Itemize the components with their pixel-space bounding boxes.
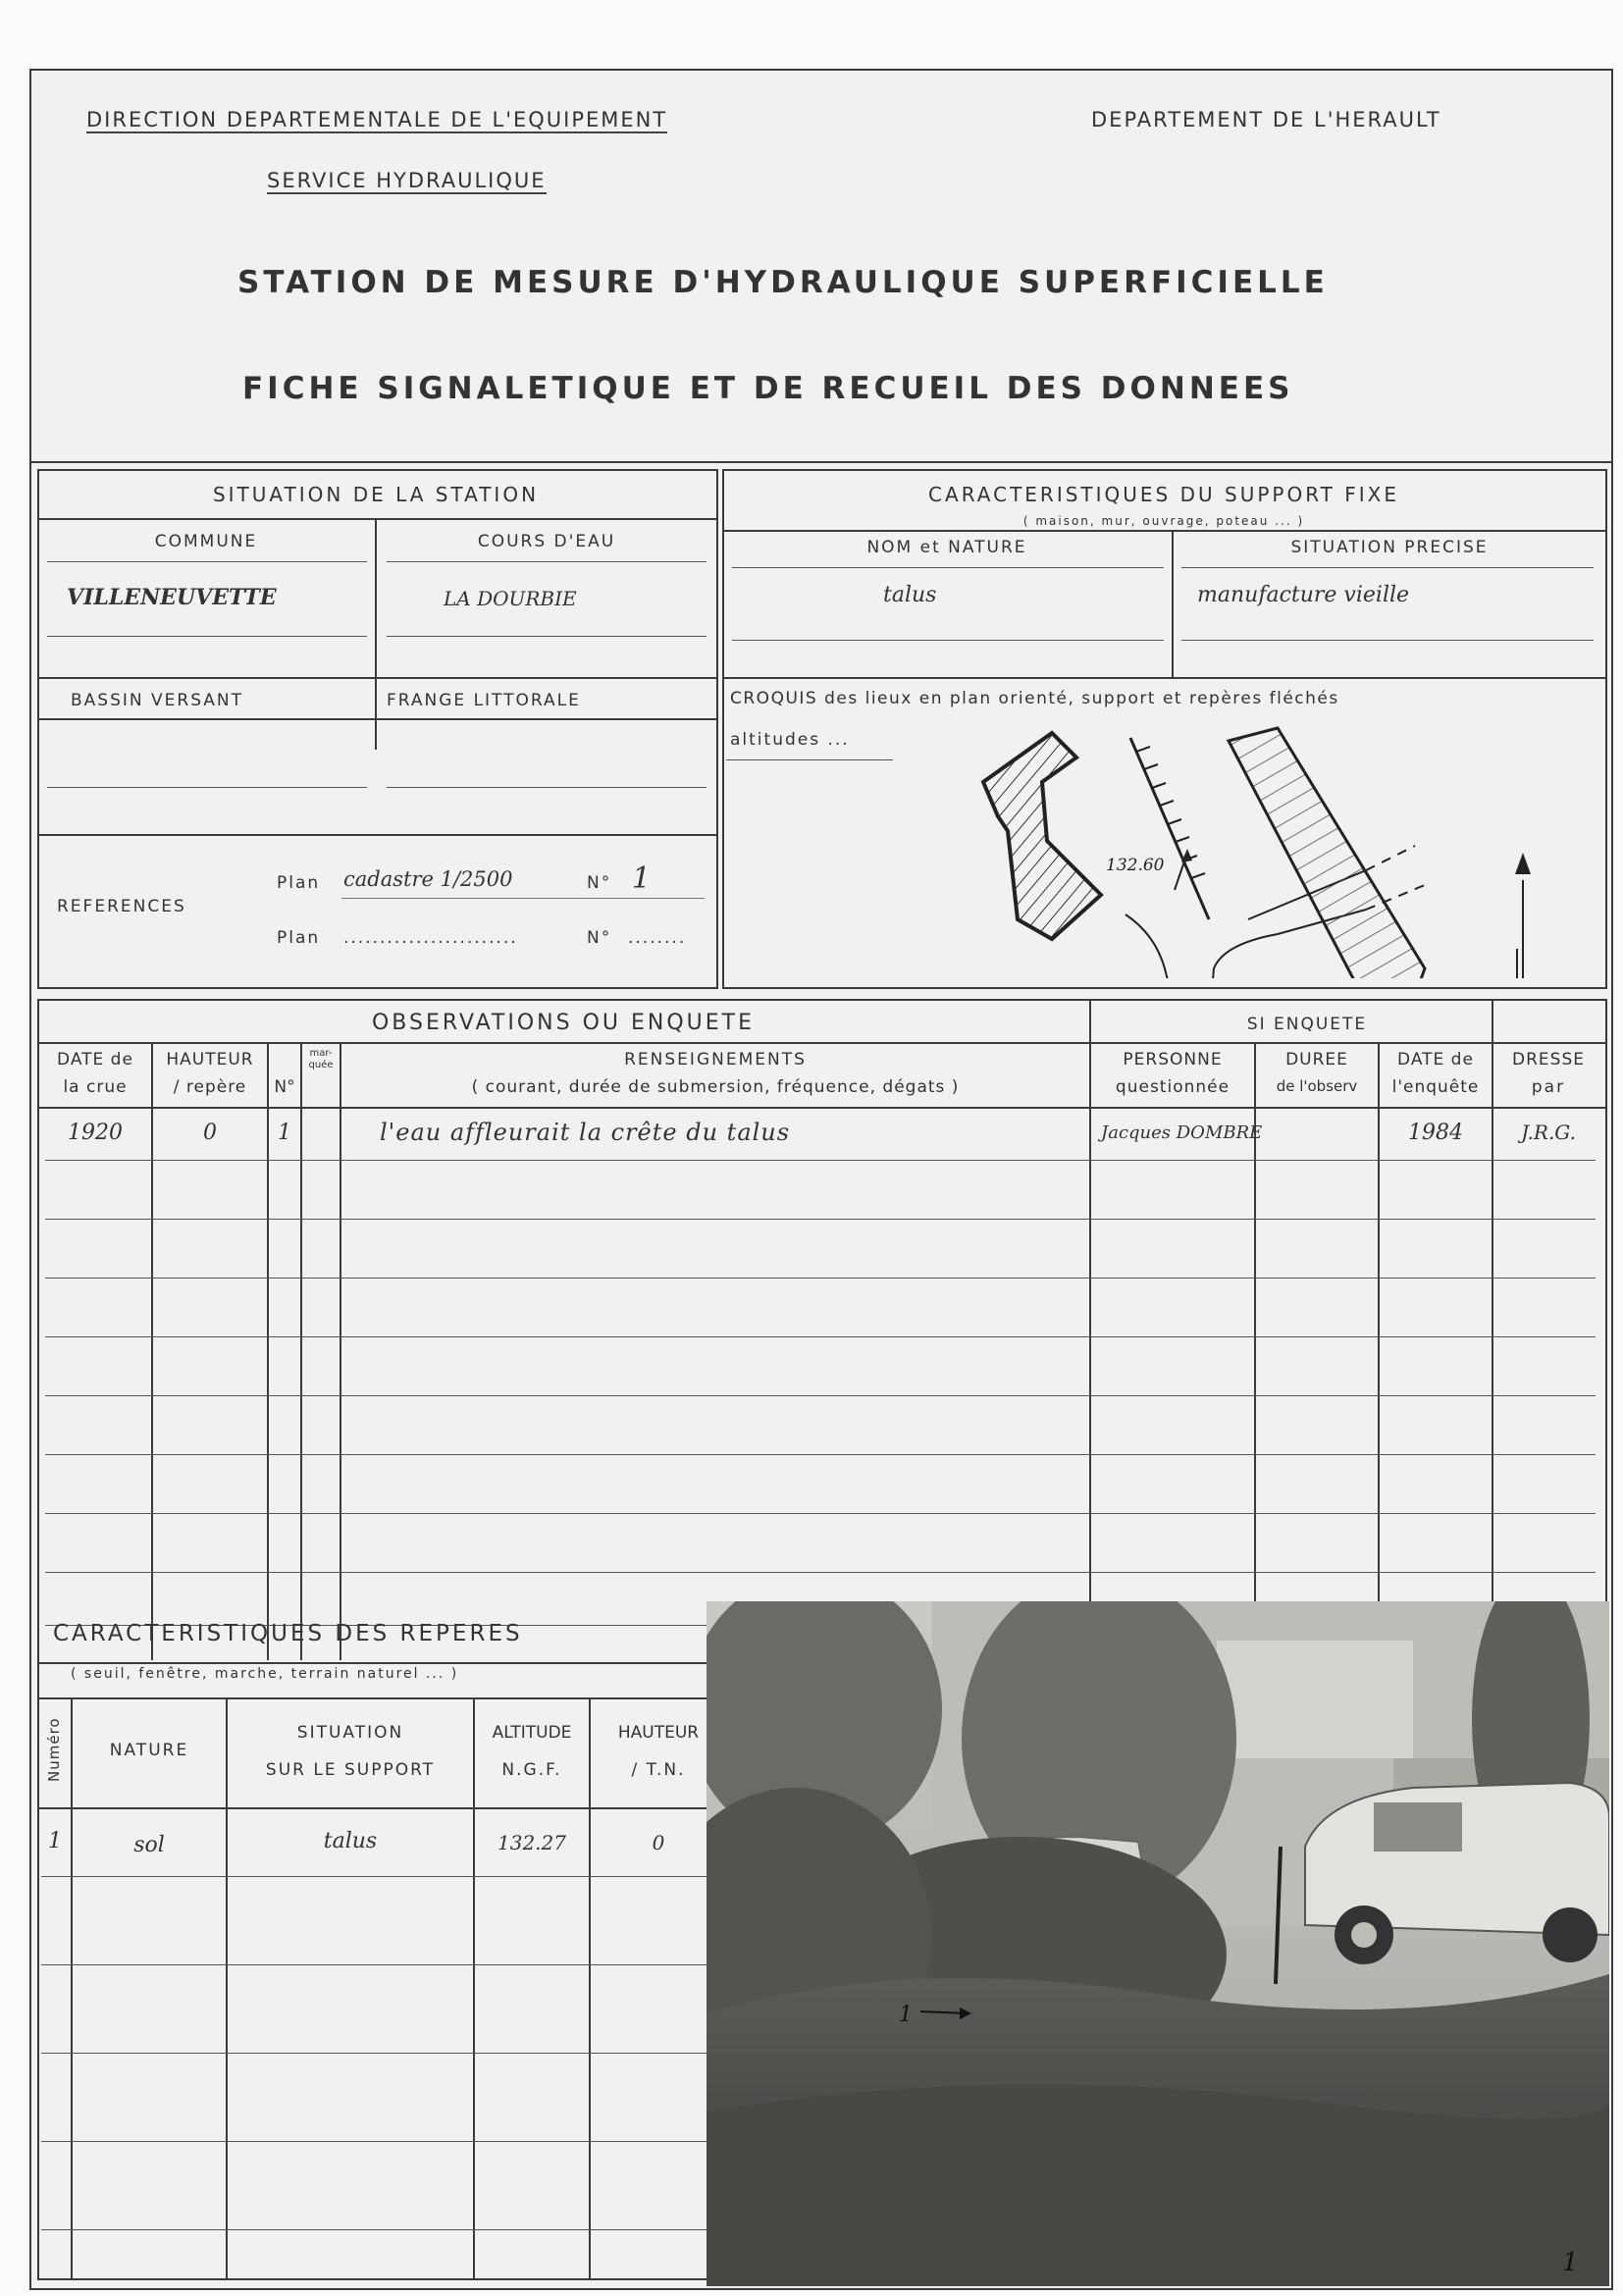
col-rep-hauteur-1: HAUTEUR — [617, 1723, 700, 1743]
situation-precise-label: SITUATION PRECISE — [1290, 538, 1489, 557]
support-subheading: ( maison, mur, ouvrage, poteau ... ) — [1022, 514, 1305, 528]
site-photo — [707, 1601, 1609, 2286]
rep-row-1-hauteur: 0 — [652, 1831, 665, 1854]
plan1-no-value: 1 — [632, 861, 652, 896]
reperes-subheading: ( seuil, fenêtre, marche, terrain naturel ... ) — [71, 1666, 459, 1682]
observations-heading: OBSERVATIONS OU ENQUETE — [371, 1011, 756, 1035]
col-date-1: DATE de — [57, 1050, 133, 1070]
direction-label — [86, 108, 667, 133]
plan2-no-label: N° — [587, 928, 612, 948]
col-dateenq-2: l'enquête — [1391, 1077, 1480, 1097]
col-rens-2: ( courant, durée de submersion, fréquence, dégats ) — [471, 1077, 960, 1097]
rep-row-1-altitude: 132.27 — [497, 1831, 566, 1854]
obs-row-1-dresse: J.R.G. — [1521, 1121, 1576, 1144]
col-personne-2: questionnée — [1115, 1077, 1230, 1097]
photo-marker: 1 — [899, 2003, 913, 2027]
col-no: N° — [274, 1077, 295, 1097]
col-date-2: la crue — [63, 1077, 128, 1097]
plan2-label: Plan — [277, 928, 321, 948]
main-title-1: STATION DE MESURE D'HYDRAULIQUE SUPERFICIELLE — [237, 265, 1329, 300]
plan1-label: Plan — [277, 873, 321, 893]
obs-row-1-renseignements: l'eau affleurait la crête du talus — [380, 1119, 791, 1146]
situation-precise-value: manufacture vieille — [1197, 583, 1410, 607]
obs-row-1-date: 1920 — [68, 1121, 123, 1145]
situation-heading: SITUATION DE LA STATION — [212, 483, 540, 506]
col-hauteur-1: HAUTEUR — [166, 1050, 254, 1070]
bassin-label: BASSIN VERSANT — [71, 691, 244, 710]
support-heading: CARACTERISTIQUES DU SUPPORT FIXE — [928, 483, 1399, 506]
altitudes-label: altitudes ... — [730, 730, 850, 750]
nom-label: NOM et NATURE — [866, 538, 1027, 557]
river-shape — [1229, 728, 1425, 978]
nom-value: talus — [883, 583, 937, 607]
col-hauteur-2: / repère — [173, 1077, 247, 1097]
plan1-no-label: N° — [587, 873, 612, 893]
commune-label: COMMUNE — [154, 532, 258, 551]
departement-label: DEPARTEMENT DE L'HERAULT — [1091, 108, 1441, 131]
col-nature: NATURE — [109, 1741, 189, 1760]
main-title-2: FICHE SIGNALETIQUE ET DE RECUEIL DES DONNEES — [242, 371, 1294, 406]
col-rens-1: RENSEIGNEMENTS — [624, 1050, 807, 1070]
references-label: REFERENCES — [57, 897, 186, 916]
rep-row-1-nature: sol — [133, 1833, 165, 1857]
col-marque: mar-quée — [308, 1048, 334, 1070]
plan2-no-dots: ........ — [628, 928, 687, 948]
plan1-value: cadastre 1/2500 — [343, 867, 513, 891]
obs-row-1-hauteur: 0 — [203, 1121, 217, 1145]
site-photo-drawing — [707, 1601, 1609, 2286]
col-dresse-1: DRESSE — [1512, 1050, 1585, 1070]
col-situation-1: SITUATION — [296, 1723, 404, 1743]
col-personne-1: PERSONNE — [1123, 1050, 1223, 1070]
croquis-label: CROQUIS des lieux en plan orienté, support et repères fléchés — [730, 689, 1339, 708]
col-numero: Numéro — [45, 1717, 63, 1782]
rep-row-1-situation: talus — [323, 1829, 378, 1853]
building-shape — [983, 733, 1101, 939]
service-text: SERVICE HYDRAULIQUE — [267, 169, 547, 192]
si-enquete-label: SI ENQUETE — [1246, 1015, 1368, 1034]
col-altitude-2: N.G.F. — [501, 1760, 562, 1780]
cours-label: COURS D'EAU — [477, 532, 616, 551]
col-duree-1: DUREE — [1285, 1050, 1348, 1070]
road-lines — [1126, 914, 1179, 978]
col-rep-hauteur-2: / T.N. — [631, 1760, 686, 1780]
sketch-altitude: 132.60 — [1106, 856, 1165, 875]
col-altitude-1: ALTITUDE — [492, 1723, 572, 1743]
col-situation-2: SUR LE SUPPORT — [265, 1760, 436, 1780]
plan2-dots: ........................ — [343, 928, 518, 948]
direction-text: DIRECTION DEPARTEMENTALE DE L'EQUIPEMENT — [86, 108, 668, 131]
service-label — [267, 169, 547, 194]
obs-row-1-personne: Jacques DOMBRE — [1101, 1122, 1263, 1143]
obs-row-1-date-enquete: 1984 — [1408, 1121, 1463, 1145]
photo-corner-number: 1 — [1562, 2248, 1579, 2277]
talus-line — [1130, 738, 1209, 919]
frange-label: FRANGE LITTORALE — [387, 691, 581, 710]
reperes-heading: CARACTERISTIQUES DES REPERES — [53, 1621, 523, 1646]
commune-value: VILLENEUVETTE — [67, 585, 277, 610]
reperes-box — [37, 1601, 728, 2280]
col-dresse-2: par — [1531, 1077, 1566, 1097]
obs-row-1-no: 1 — [278, 1121, 291, 1145]
col-duree-2: de l'observ — [1276, 1077, 1358, 1095]
observations-box — [37, 999, 1607, 1664]
col-dateenq-1: DATE de — [1397, 1050, 1474, 1070]
site-sketch — [954, 723, 1562, 978]
rep-row-1-numero: 1 — [48, 1829, 62, 1853]
cours-value: LA DOURBIE — [444, 587, 577, 610]
